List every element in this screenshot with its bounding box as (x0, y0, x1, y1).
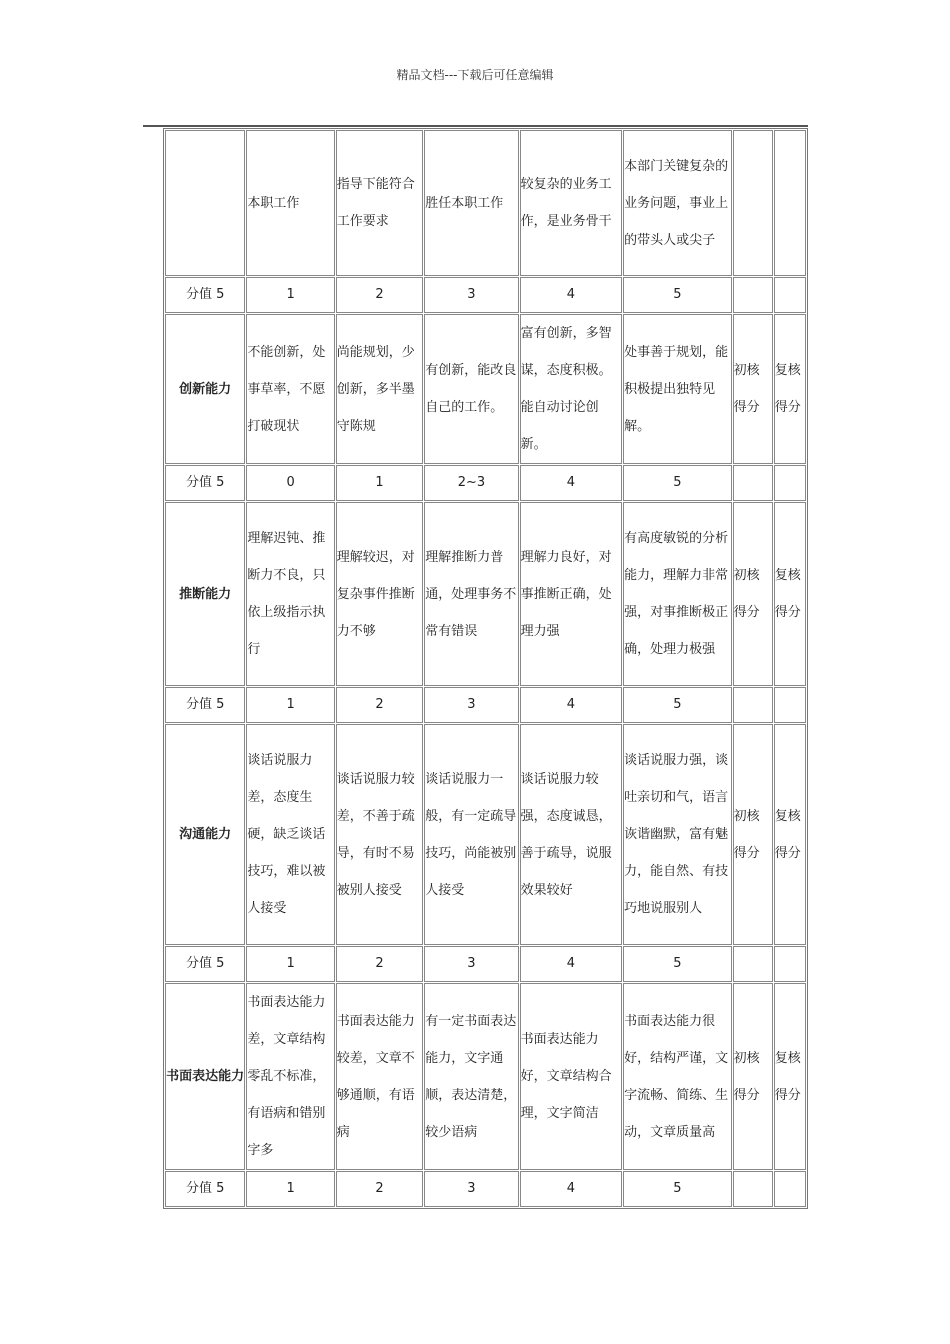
level-1-description: 本职工作 (246, 130, 334, 276)
score-value: 2~3 (424, 465, 518, 501)
initial-score-input[interactable] (733, 1171, 773, 1207)
score-value: 3 (424, 277, 518, 313)
score-value: 2 (336, 946, 423, 982)
level-4-description: 书面表达能力好，文章结构合理，文字简洁 (520, 983, 622, 1170)
level-5-description: 书面表达能力很好，结构严谨，文字流畅、简练、生动，文章质量高 (623, 983, 732, 1170)
level-1-description: 谈话说服力差，态度生硬，缺乏谈话技巧，难以被人接受 (246, 724, 334, 945)
review-score-cell[interactable]: 复核得分 (774, 724, 806, 945)
score-value: 4 (520, 687, 622, 723)
level-5-description: 有高度敏锐的分析能力，理解力非常强，对事推断极正确，处理力极强 (623, 502, 732, 686)
score-value: 1 (336, 465, 423, 501)
review-score-input[interactable] (774, 465, 806, 501)
score-row (165, 277, 806, 313)
criterion-name (165, 130, 245, 276)
score-value: 3 (424, 946, 518, 982)
score-value: 0 (246, 465, 334, 501)
score-row (165, 1171, 806, 1207)
review-score-cell[interactable]: 复核得分 (774, 983, 806, 1170)
score-value: 5 (623, 687, 732, 723)
initial-score-cell[interactable]: 初核得分 (733, 724, 773, 945)
level-5-description: 处事善于规划，能积极提出独特见解。 (623, 314, 732, 464)
table-row (165, 983, 806, 1170)
level-2-description: 书面表达能力较差，文章不够通顺，有语病 (336, 983, 423, 1170)
review-score-input[interactable] (774, 946, 806, 982)
initial-score-input[interactable] (733, 687, 773, 723)
level-3-description: 有一定书面表达能力，文字通顺，表达清楚，较少语病 (424, 983, 518, 1170)
initial-score-input[interactable] (733, 277, 773, 313)
score-label: 分值 5 (165, 1171, 245, 1207)
level-5-description: 本部门关键复杂的业务问题，事业上的带头人或尖子 (623, 130, 732, 276)
level-3-description: 谈话说服力一般，有一定疏导技巧，尚能被别人接受 (424, 724, 518, 945)
score-value: 4 (520, 277, 622, 313)
score-value: 5 (623, 465, 732, 501)
initial-score-input[interactable] (733, 465, 773, 501)
level-4-description: 谈话说服力较强，态度诚恳，善于疏导，说服效果较好 (520, 724, 622, 945)
top-rule (143, 125, 808, 127)
page-header: 精品文档---下载后可任意编辑 (396, 68, 554, 82)
score-label: 分值 5 (165, 277, 245, 313)
score-value: 3 (424, 687, 518, 723)
score-row (165, 687, 806, 723)
review-score-cell[interactable]: 复核得分 (774, 502, 806, 686)
level-4-description: 富有创新，多智谋，态度积极。能自动讨论创新。 (520, 314, 622, 464)
score-row (165, 465, 806, 501)
score-label: 分值 5 (165, 946, 245, 982)
score-row (165, 946, 806, 982)
score-value: 5 (623, 946, 732, 982)
review-score-input[interactable] (774, 1171, 806, 1207)
initial-score-cell[interactable] (733, 130, 773, 276)
level-4-description: 理解力良好，对事推断正确，处理力强 (520, 502, 622, 686)
evaluation-table (163, 128, 808, 1209)
review-score-input[interactable] (774, 277, 806, 313)
level-3-description: 胜任本职工作 (424, 130, 518, 276)
score-value: 4 (520, 465, 622, 501)
review-score-cell[interactable]: 复核得分 (774, 314, 806, 464)
score-value: 1 (246, 277, 334, 313)
criterion-name: 推断能力 (165, 502, 245, 686)
level-5-description: 谈话说服力强，谈吐亲切和气，语言诙谐幽默，富有魅力，能自然、有技巧地说服别人 (623, 724, 732, 945)
criterion-name: 沟通能力 (165, 724, 245, 945)
criterion-name: 书面表达能力 (165, 983, 245, 1170)
review-score-input[interactable] (774, 687, 806, 723)
score-value: 4 (520, 1171, 622, 1207)
score-value: 5 (623, 277, 732, 313)
table-row (165, 314, 806, 464)
level-1-description: 不能创新，处事草率，不愿打破现状 (246, 314, 334, 464)
score-value: 2 (336, 277, 423, 313)
level-3-description: 理解推断力普通，处理事务不常有错误 (424, 502, 518, 686)
score-value: 1 (246, 946, 334, 982)
review-score-cell[interactable] (774, 130, 806, 276)
score-label: 分值 5 (165, 687, 245, 723)
initial-score-cell[interactable]: 初核得分 (733, 502, 773, 686)
score-value: 2 (336, 1171, 423, 1207)
level-1-description: 书面表达能力差，文章结构零乱不标准，有语病和错别字多 (246, 983, 334, 1170)
score-value: 4 (520, 946, 622, 982)
initial-score-cell[interactable]: 初核得分 (733, 983, 773, 1170)
table-row (165, 130, 806, 276)
level-2-description: 指导下能符合工作要求 (336, 130, 423, 276)
initial-score-input[interactable] (733, 946, 773, 982)
criterion-name: 创新能力 (165, 314, 245, 464)
score-label: 分值 5 (165, 465, 245, 501)
score-value: 2 (336, 687, 423, 723)
level-1-description: 理解迟钝、推断力不良，只依上级指示执行 (246, 502, 334, 686)
level-3-description: 有创新，能改良自己的工作。 (424, 314, 518, 464)
level-2-description: 谈话说服力较差，不善于疏导，有时不易被别人接受 (336, 724, 423, 945)
level-4-description: 较复杂的业务工作，是业务骨干 (520, 130, 622, 276)
level-2-description: 理解较迟，对复杂事件推断力不够 (336, 502, 423, 686)
score-value: 5 (623, 1171, 732, 1207)
table-row (165, 502, 806, 686)
score-value: 1 (246, 687, 334, 723)
score-value: 1 (246, 1171, 334, 1207)
initial-score-cell[interactable]: 初核得分 (733, 314, 773, 464)
level-2-description: 尚能规划，少创新，多半墨守陈规 (336, 314, 423, 464)
score-value: 3 (424, 1171, 518, 1207)
table-row (165, 724, 806, 945)
